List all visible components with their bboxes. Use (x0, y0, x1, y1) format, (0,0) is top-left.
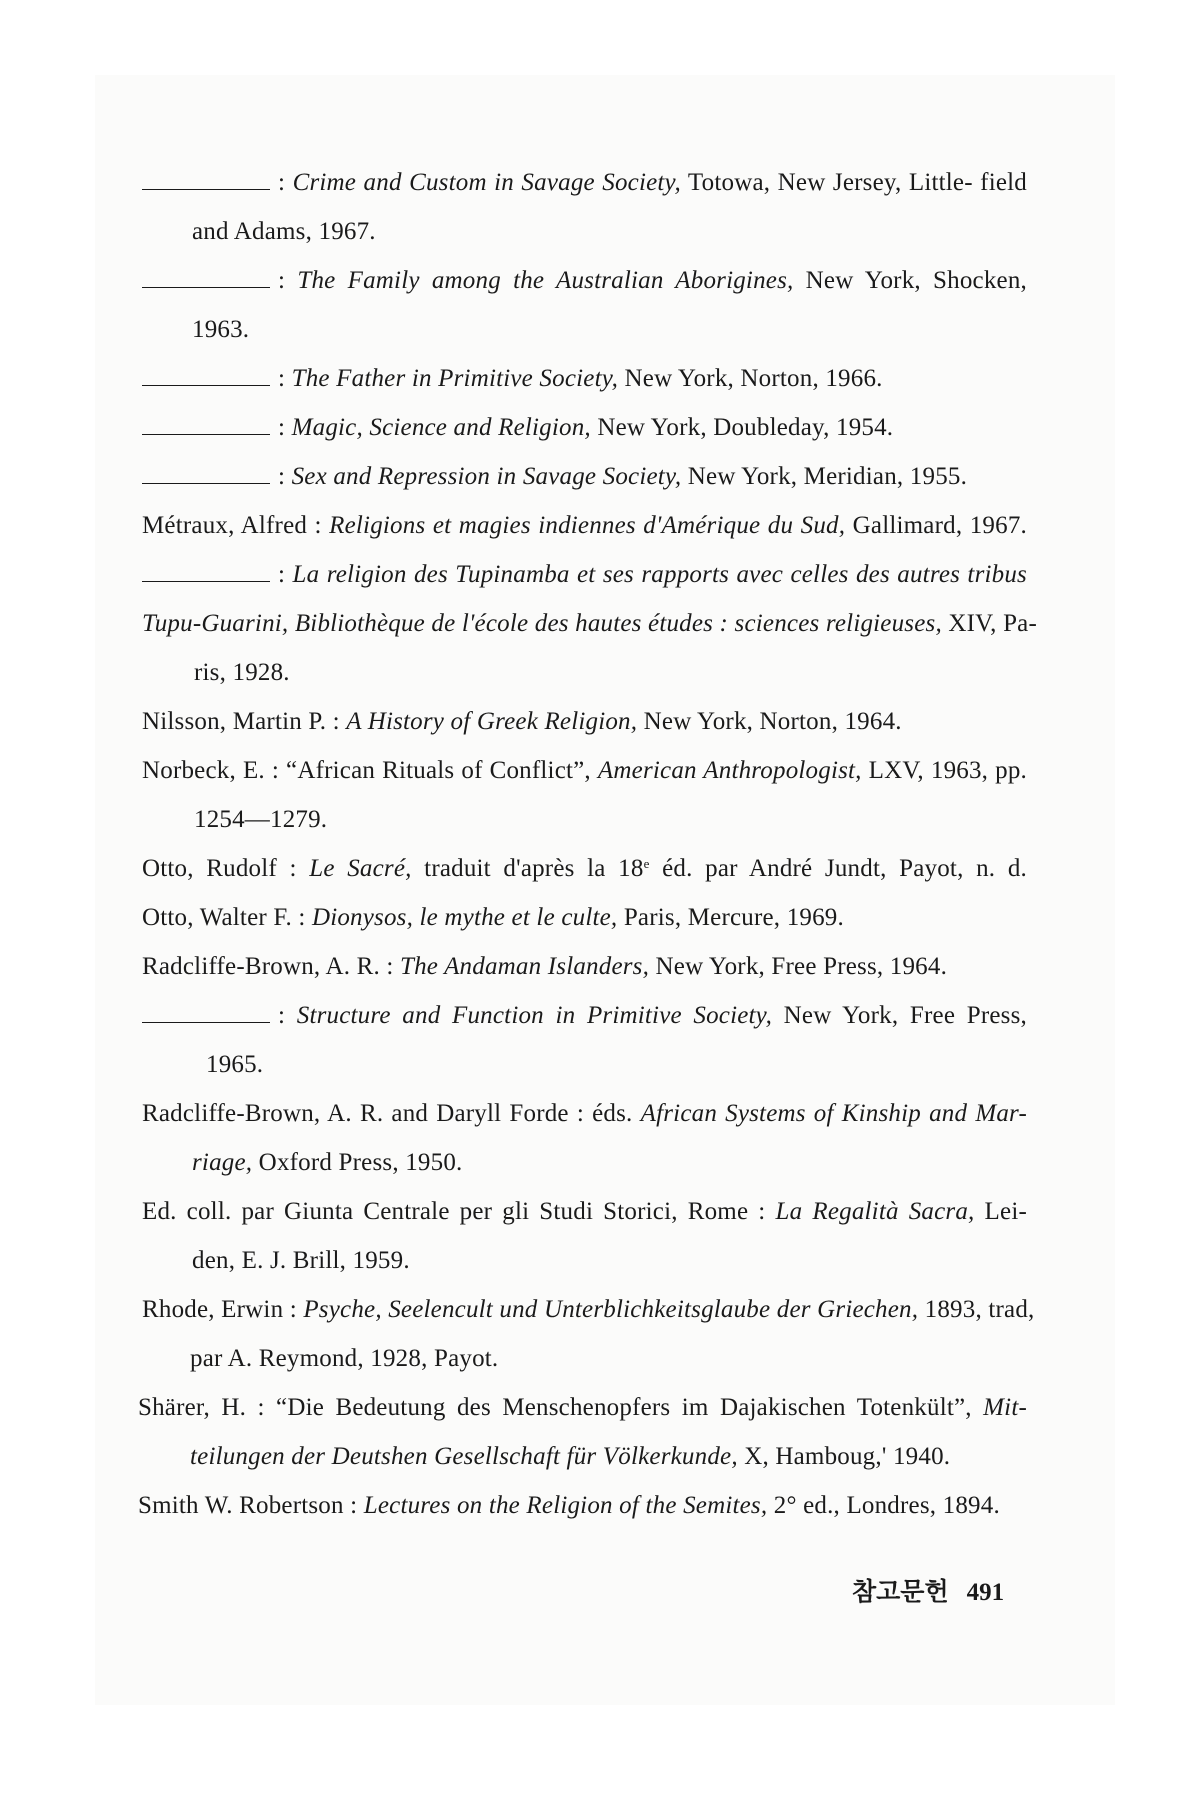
citation-text: Ed. coll. par Giunta Centrale per gli Studi Storici, Rome : (142, 1198, 776, 1225)
citation-text: ris, 1928. (194, 659, 290, 686)
bibliography-line (138, 1491, 1000, 1521)
title-text: Psyche, Seelencult und Unterblichkeitsglaube der Griechen, (303, 1296, 919, 1323)
title-text: Religions et magies indiennes d'Amérique du Sud, (329, 512, 846, 539)
title-text: Structure and Function in Primitive Society, (296, 1002, 773, 1029)
citation-text: : (278, 267, 298, 294)
citation-text: Smith W. Robertson : (138, 1492, 364, 1519)
title-text: teilungen der Deutshen Gesellschaft für Völkerkunde, (190, 1443, 738, 1470)
citation-text: traduit d'après la 18 (411, 855, 644, 882)
citation-text: Norbeck, E. : “African Rituals of Conflict”, (142, 757, 598, 784)
citation-text: Métraux, Alfred : (142, 512, 330, 539)
section-label: 참고문헌 (852, 1577, 949, 1606)
bibliography-line (142, 364, 883, 394)
citation-text: Otto, Rudolf : (142, 855, 310, 882)
citation-text: 2° ed., Londres, 1894. (767, 1492, 1000, 1519)
bibliography-line (142, 266, 1027, 296)
same-author-rule (142, 433, 270, 435)
citation-text: 1893, trad, (918, 1296, 1035, 1323)
same-author-rule (142, 384, 270, 386)
citation-text: : (278, 1002, 297, 1029)
citation-text: Lei- (974, 1198, 1027, 1225)
citation-text: e (643, 856, 650, 871)
same-author-rule (142, 286, 270, 288)
bibliography-line (142, 903, 844, 933)
bibliography-line (142, 1197, 1027, 1227)
same-author-rule (142, 188, 270, 190)
bibliography-line (192, 1148, 462, 1178)
title-text: La Regalità Sacra, (775, 1198, 975, 1225)
citation-text: New York, Norton, 1966. (618, 365, 883, 392)
citation-text: Radcliffe-Brown, A. R. : (142, 953, 400, 980)
title-text: Lectures on the Religion of the Semites, (363, 1492, 768, 1519)
citation-text: LXV, 1963, pp. (861, 757, 1027, 784)
bibliography-line (142, 511, 1027, 541)
title-text: African Systems of Kinship and Mar- (640, 1100, 1027, 1127)
bibliography-line (142, 1001, 1027, 1031)
title-text: Magic, Science and Religion, (291, 414, 591, 441)
citation-text: : (278, 414, 292, 441)
citation-text: and Adams, 1967. (192, 218, 376, 245)
bibliography-line (142, 707, 902, 737)
bibliography-line (142, 854, 1027, 884)
citation-text: 1963. (192, 316, 250, 343)
citation-text: Rhode, Erwin : (142, 1296, 304, 1323)
bibliography-line (192, 1246, 410, 1276)
citation-text: X, Hamboug,' 1940. (737, 1443, 951, 1470)
title-text: American Anthropologist, (597, 757, 862, 784)
bibliography-line (142, 560, 1027, 590)
page-number: 491 (966, 1579, 1005, 1606)
citation-text: : (278, 365, 292, 392)
citation-text: New York, Doubleday, 1954. (590, 414, 894, 441)
citation-text: New York, Free Press, (772, 1002, 1027, 1029)
title-text: The Andaman Islanders, (399, 953, 650, 980)
page-footer (852, 1572, 1004, 1608)
title-text: A History of Greek Religion, (346, 708, 638, 735)
title-text: Le Sacré, (309, 855, 412, 882)
title-text: The Family among the Australian Aborigines, (297, 267, 794, 294)
citation-text: New York, Shocken, (793, 267, 1027, 294)
bibliography-line (142, 609, 1037, 639)
bibliography-line (190, 1442, 950, 1472)
bibliography-line (142, 1295, 1035, 1325)
citation-text: éd. par André Jundt, Payot, n. d. (649, 855, 1027, 882)
same-author-rule (142, 482, 270, 484)
citation-text: New York, Free Press, 1964. (649, 953, 948, 980)
same-author-rule (142, 580, 270, 582)
citation-text: Paris, Mercure, 1969. (617, 904, 844, 931)
title-text: Crime and Custom in Savage Society, (292, 169, 681, 196)
bibliography-line (142, 168, 1027, 198)
citation-text: 1965. (206, 1051, 264, 1078)
citation-text: par A. Reymond, 1928, Payot. (190, 1345, 499, 1372)
bibliography-line (206, 1050, 263, 1080)
same-author-rule (142, 1021, 270, 1023)
bibliography-line (142, 413, 893, 443)
title-text: Sex and Repression in Savage Society, (291, 463, 682, 490)
bibliography-line (192, 315, 249, 345)
bibliography-line (192, 217, 376, 247)
citation-text: : (278, 169, 293, 196)
citation-text: Totowa, New Jersey, Little- field (680, 169, 1027, 196)
bibliography-line (142, 756, 1027, 786)
citation-text: : (278, 463, 292, 490)
citation-text: XIV, Pa- (941, 610, 1037, 637)
title-text: Dionysos, le mythe et le culte, (311, 904, 618, 931)
title-text: Mit- (983, 1394, 1027, 1421)
bibliography-line (194, 658, 290, 688)
citation-text: Radcliffe-Brown, A. R. and Daryll Forde : éds. (142, 1100, 641, 1127)
citation-text: : (278, 561, 293, 588)
citation-text: Oxford Press, 1950. (252, 1149, 463, 1176)
bibliography-line (194, 805, 327, 835)
citation-text: den, E. J. Brill, 1959. (192, 1247, 410, 1274)
citation-text: Shärer, H. : “Die Bedeutung des Menschenopfers im Dajakischen Totenkült”, (138, 1394, 984, 1421)
citation-text: New York, Norton, 1964. (637, 708, 902, 735)
citation-text: New York, Meridian, 1955. (681, 463, 968, 490)
bibliography-line (142, 1099, 1027, 1129)
bibliography-line (138, 1393, 1027, 1423)
citation-text: Otto, Walter F. : (142, 904, 312, 931)
title-text: La religion des Tupinamba et ses rapports avec celles des autres tribus (292, 561, 1027, 588)
citation-text: Gallimard, 1967. (845, 512, 1027, 539)
title-text: The Father in Primitive Society, (291, 365, 619, 392)
citation-text: Nilsson, Martin P. : (142, 708, 347, 735)
title-text: riage, (192, 1149, 253, 1176)
bibliography-line (142, 952, 947, 982)
title-text: Tupu-Guarini, Bibliothèque de l'école des hautes études : sciences religieuses, (142, 610, 942, 637)
bibliography-line (190, 1344, 498, 1374)
bibliography-line (142, 462, 967, 492)
citation-text: 1254—1279. (194, 806, 328, 833)
